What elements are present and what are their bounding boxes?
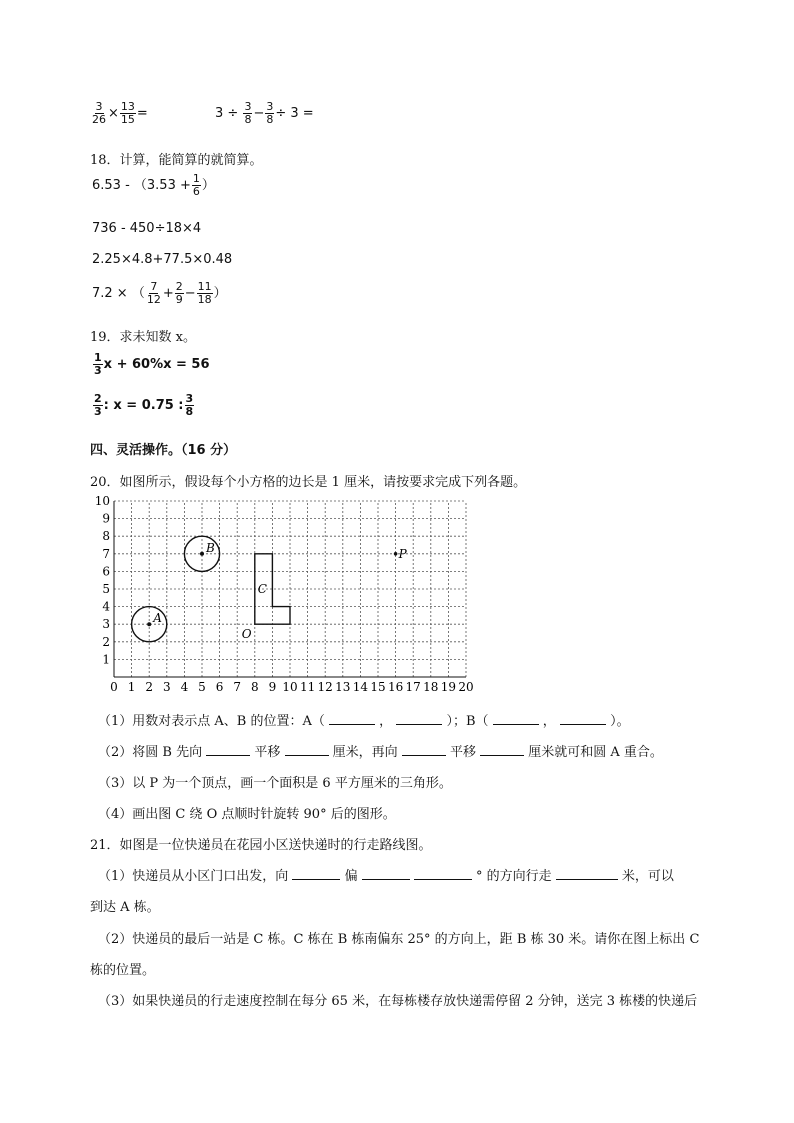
q20-part-2: （2）将圆 B 先向 平移 厘米，再向 平移 厘米就可和圆 A 重合。 bbox=[98, 745, 663, 760]
blank-angle[interactable] bbox=[414, 867, 472, 880]
blank-distance-1[interactable] bbox=[285, 743, 329, 756]
x-tick-label: 9 bbox=[268, 680, 277, 694]
top-expression-2: 3 ÷ $\frac{3}{8}$ − $\frac{3}{8}$ ÷ 3 = bbox=[215, 100, 314, 126]
y-tick-label: 4 bbox=[102, 599, 110, 614]
y-tick-label: 7 bbox=[102, 546, 110, 561]
shape-c-label: C bbox=[257, 582, 267, 596]
q20-part-4: （4）画出图 C 绕 O 点顺时针旋转 90° 后的图形。 bbox=[98, 807, 396, 822]
blank-b-y[interactable] bbox=[560, 712, 606, 725]
fraction: $\frac{3}{8}$ bbox=[244, 100, 252, 126]
point-p bbox=[394, 552, 398, 556]
q19-equation-2: $\frac{2}{3}$ : x = 0.75 : $\frac{3}{8}$ bbox=[94, 392, 194, 418]
x-tick-label: 10 bbox=[282, 680, 298, 694]
q19-equation-1: $\frac{1}{3}$ x + 60%x = 56 bbox=[94, 351, 210, 377]
y-tick-label: 5 bbox=[102, 582, 110, 596]
circle-b-center bbox=[200, 552, 204, 556]
blank-a-x[interactable] bbox=[329, 712, 375, 725]
blank-b-x[interactable] bbox=[493, 712, 539, 725]
circle-b-label: B bbox=[206, 540, 215, 555]
x-tick-label: 19 bbox=[440, 680, 457, 694]
coordinate-grid bbox=[86, 495, 496, 700]
y-tick-label: 3 bbox=[102, 617, 110, 632]
y-tick-label: 10 bbox=[94, 495, 110, 508]
q18-line-4: 7.2 × （ $\frac{7}{12}$ + $\frac{2}{9}$ − $\frac{11}{18}$ ） bbox=[92, 280, 227, 306]
blank-distance-2[interactable] bbox=[480, 743, 524, 756]
top-expression-1: $\frac{3}{26}$ × $\frac{13}{15}$ = bbox=[92, 100, 148, 126]
q18-line-1: 6.53 - （3.53 + $\frac{1}{6}$ ） bbox=[92, 172, 215, 198]
x-tick-label: 15 bbox=[370, 680, 386, 694]
q21-part-3: （3）如果快递员的行走速度控制在每分 65 米，在每栋楼存放快递需停留 2 分钟，送完 3 栋楼的快递后 bbox=[98, 994, 698, 1009]
fraction: $\frac{13}{15}$ bbox=[120, 100, 135, 126]
point-p-label: P bbox=[398, 546, 407, 561]
q20-title: 20．如图所示，假设每个小方格的边长是 1 厘米，请按要求完成下列各题。 bbox=[90, 475, 527, 490]
q21-part-2-cont: 栋的位置。 bbox=[90, 963, 156, 978]
x-tick-label: 5 bbox=[198, 680, 206, 694]
x-tick-label: 17 bbox=[405, 680, 421, 694]
q20-part-3: （3）以 P 为一个顶点，画一个面积是 6 平方厘米的三角形。 bbox=[98, 776, 452, 791]
y-tick-label: 8 bbox=[102, 529, 110, 544]
fraction: $\frac{3}{26}$ bbox=[92, 100, 106, 126]
x-tick-label: 18 bbox=[423, 680, 439, 694]
q18-line-2: 736 - 450÷18×4 bbox=[92, 221, 202, 236]
x-tick-label: 8 bbox=[250, 680, 259, 694]
q18-title: 18．计算，能简算的就简算。 bbox=[90, 153, 263, 168]
blank-side[interactable] bbox=[362, 867, 410, 880]
q21-part-2: （2）快递员的最后一站是 C 栋。C 栋在 B 栋南偏东 25° 的方向上，距 B 栋 30 米。请你在图上标出 C bbox=[98, 932, 700, 947]
x-tick-label: 0 bbox=[110, 680, 118, 694]
q19-title: 19．求未知数 x。 bbox=[90, 330, 197, 345]
q18-line-3: 2.25×4.8+77.5×0.48 bbox=[92, 252, 233, 267]
x-tick-label: 7 bbox=[233, 680, 242, 694]
x-tick-label: 2 bbox=[145, 680, 154, 694]
circle-a-center bbox=[147, 622, 151, 626]
x-tick-label: 11 bbox=[299, 680, 316, 694]
x-tick-label: 3 bbox=[162, 680, 171, 694]
y-tick-label: 2 bbox=[102, 634, 110, 649]
x-tick-label: 1 bbox=[127, 680, 136, 694]
x-tick-label: 13 bbox=[335, 680, 351, 694]
q21-part-1: （1）快递员从小区门口出发，向 偏 ° 的方向行走 米，可以 bbox=[98, 869, 674, 884]
blank-meters[interactable] bbox=[556, 867, 618, 880]
blank-a-y[interactable] bbox=[396, 712, 442, 725]
y-tick-label: 9 bbox=[102, 511, 110, 526]
y-tick-label: 6 bbox=[102, 564, 110, 579]
x-tick-label: 14 bbox=[352, 680, 369, 694]
x-tick-label: 4 bbox=[180, 680, 189, 694]
x-tick-label: 6 bbox=[215, 680, 224, 694]
x-tick-label: 20 bbox=[458, 680, 474, 694]
blank-direction-1[interactable] bbox=[206, 743, 250, 756]
x-tick-label: 16 bbox=[387, 680, 404, 694]
x-tick-label: 12 bbox=[317, 680, 333, 694]
q21-part-1-cont: 到达 A 栋。 bbox=[90, 900, 160, 915]
point-o-label: O bbox=[241, 627, 252, 642]
blank-direction-2[interactable] bbox=[402, 743, 446, 756]
q21-title: 21．如图是一位快递员在花园小区送快递时的行走路线图。 bbox=[90, 838, 432, 853]
y-tick-label: 1 bbox=[102, 652, 110, 667]
q20-part-1: （1）用数对表示点 A、B 的位置：A（ ， ）；B（ ， ）。 bbox=[98, 714, 630, 729]
blank-direction[interactable] bbox=[292, 867, 340, 880]
circle-a-label: A bbox=[153, 611, 162, 626]
fraction: $\frac{3}{8}$ bbox=[266, 100, 274, 126]
section-4-heading: 四、灵活操作。（16 分） bbox=[90, 443, 237, 458]
